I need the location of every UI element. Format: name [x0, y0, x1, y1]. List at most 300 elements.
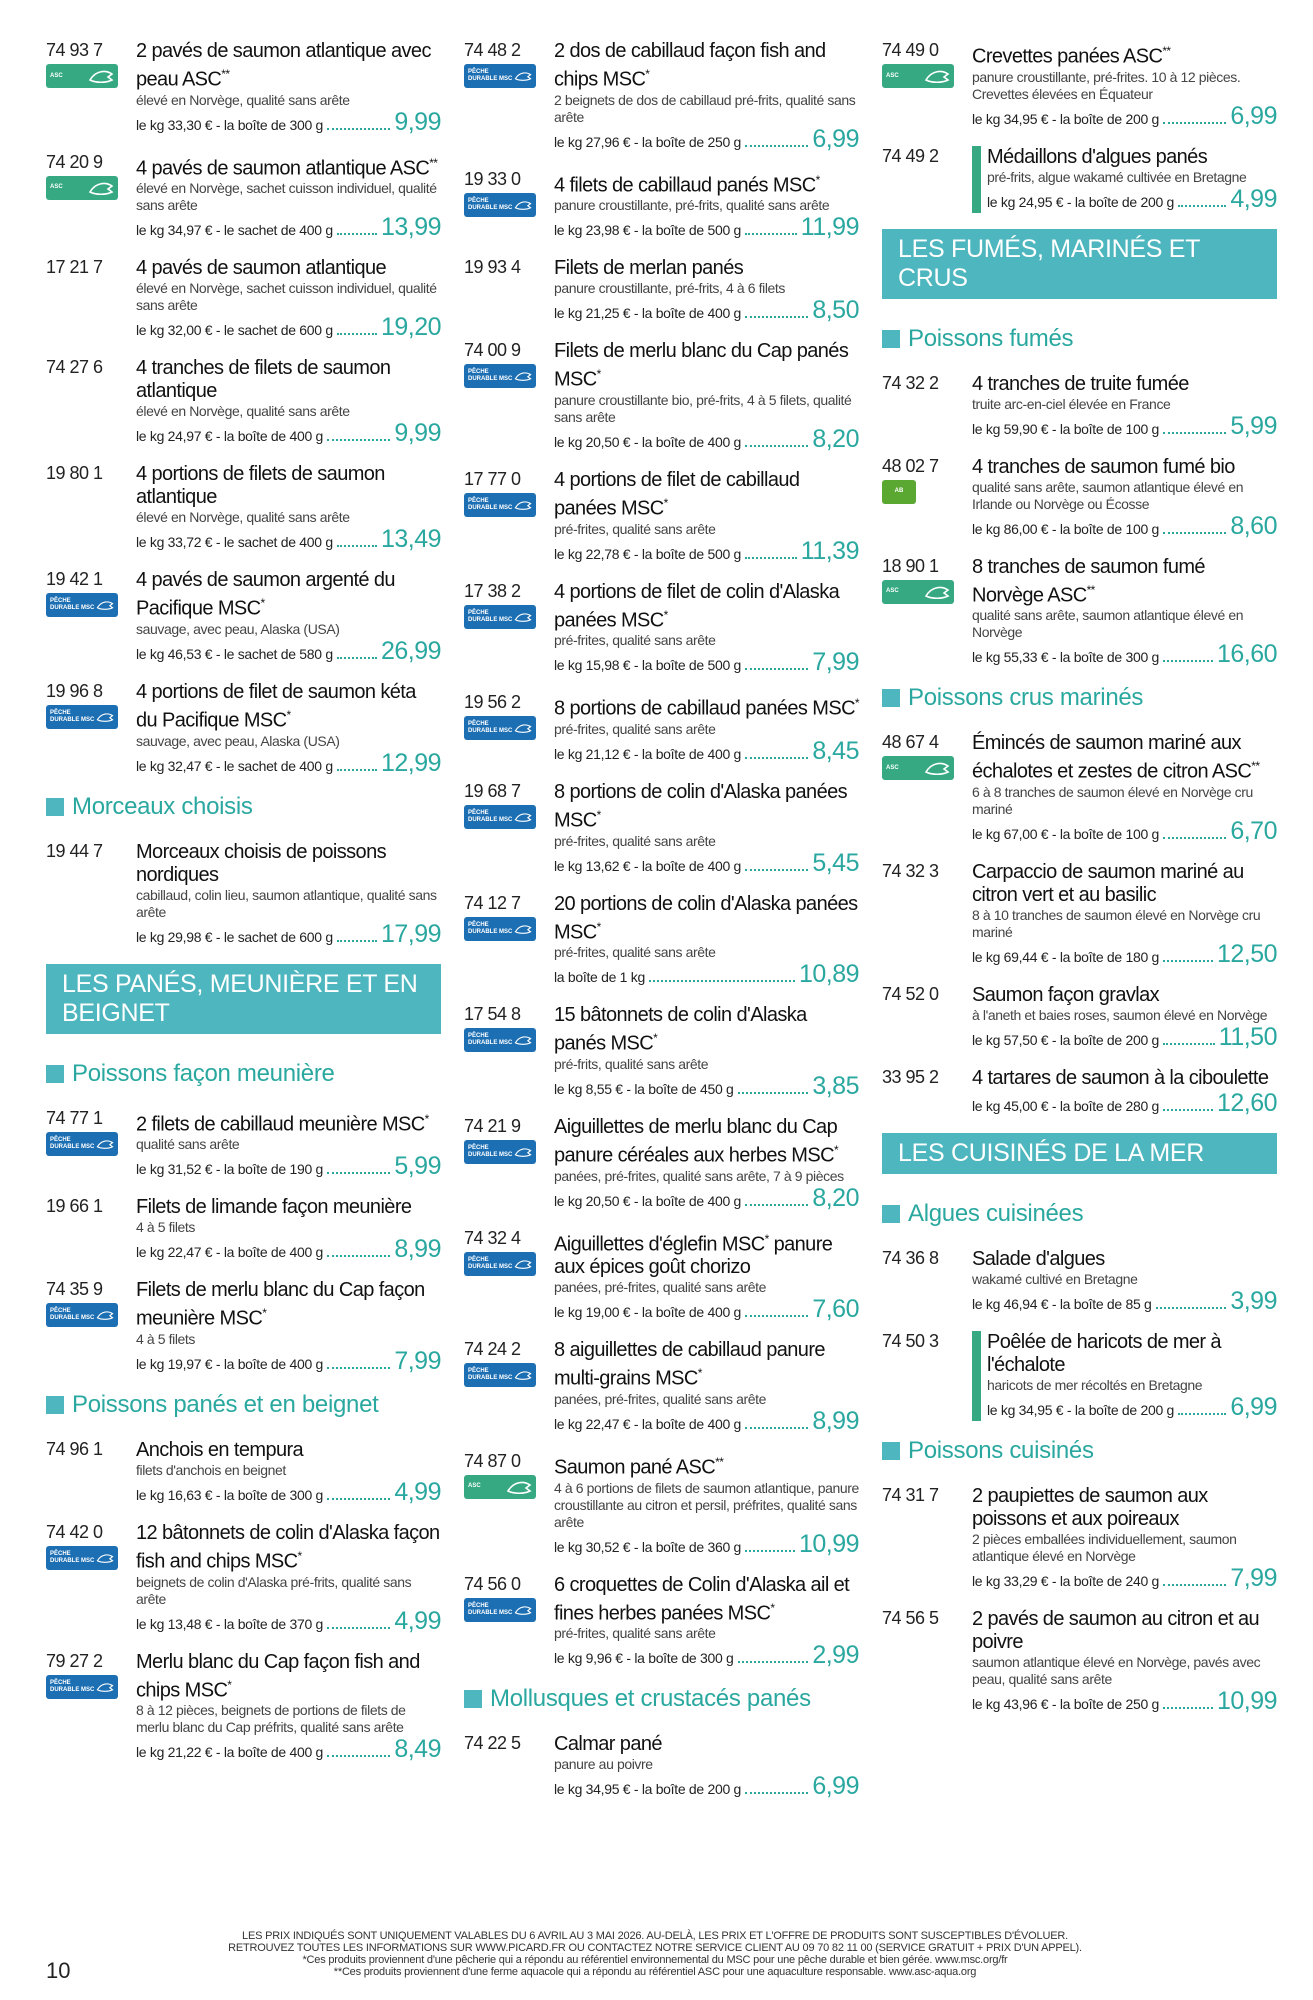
msc-label-icon — [464, 1363, 536, 1387]
subsection-heading — [882, 1200, 1277, 1228]
product-meta — [464, 340, 554, 453]
product-description: beignets de colin d'Alaska pré-frits, qualité sans arête — [136, 1573, 412, 1607]
product-code: 74 52 0 — [882, 983, 939, 1004]
product-name: 8 portions de cabillaud panées MSC* — [554, 696, 859, 720]
price-line — [972, 1288, 1277, 1315]
product-name: 4 tartares de saumon à la ciboulette — [972, 1066, 1269, 1089]
product-item — [46, 681, 441, 777]
product-item — [882, 1608, 1277, 1715]
product-meta — [882, 1485, 972, 1592]
product-price: 5,45 — [812, 848, 859, 877]
product-code: 19 68 7 — [464, 780, 521, 801]
footnote-marker: * — [596, 367, 601, 382]
footnote-marker: * — [770, 1600, 775, 1615]
price-line — [554, 1531, 859, 1558]
product-item — [464, 581, 859, 677]
price-line — [554, 214, 859, 241]
dot-leader — [337, 940, 377, 942]
product-code: 74 22 5 — [464, 1733, 521, 1754]
square-bullet-icon — [46, 1396, 64, 1414]
footnote-marker: * — [764, 1231, 769, 1246]
price-line — [554, 426, 859, 453]
square-bullet-icon — [882, 330, 900, 348]
product-name: 4 tranches de saumon fumé bio — [972, 455, 1235, 478]
product-name: Salade d'algues — [972, 1247, 1105, 1270]
msc-label-icon — [46, 1675, 118, 1699]
footnote-marker: * — [663, 607, 668, 622]
product-name: Filets de merlu blanc du Cap panés MSC* — [554, 340, 849, 391]
product-name: 8 tranches de saumon fumé Norvège ASC** — [972, 555, 1205, 607]
product-price: 10,89 — [798, 960, 859, 989]
fish-icon — [96, 1679, 114, 1695]
unit-price: le kg 16,63 € - la boîte de 300 g — [136, 1486, 324, 1503]
product-item — [882, 861, 1277, 968]
product-description: 8 à 10 tranches de saumon élevé en Norvège cru mariné — [972, 906, 1261, 940]
fish-icon — [924, 584, 950, 600]
unit-price: le kg 34,97 € - le sachet de 400 g — [136, 222, 333, 239]
unit-price: le kg 22,78 € - la boîte de 500 g — [554, 545, 742, 562]
fish-icon — [514, 197, 532, 213]
price-line — [136, 214, 441, 241]
dot-leader — [1163, 432, 1226, 434]
product-code: 48 67 4 — [882, 732, 939, 753]
price-line — [554, 961, 859, 988]
product-meta — [882, 1608, 972, 1715]
page-number: 10 — [46, 1958, 71, 1983]
subsection-heading — [46, 1391, 441, 1419]
product-details — [972, 456, 1277, 540]
msc-label-icon — [464, 605, 536, 629]
product-name: 2 pavés de saumon atlantique avec peau ASC** — [136, 40, 431, 91]
product-meta — [464, 1116, 554, 1212]
footnote-marker: * — [833, 1142, 839, 1157]
unit-price: le kg 20,50 € - la boîte de 400 g — [554, 433, 742, 450]
product-name: 2 paupiettes de saumon aux poissons et aux poireaux — [972, 1484, 1208, 1530]
product-meta — [46, 1651, 136, 1764]
product-item — [464, 169, 859, 242]
dot-leader — [1163, 1043, 1215, 1045]
product-price: 9,99 — [394, 419, 441, 448]
fish-icon — [514, 1032, 532, 1048]
dot-leader — [337, 657, 377, 659]
dot-leader — [337, 333, 377, 335]
dot-leader — [745, 1315, 808, 1317]
product-item — [882, 1485, 1277, 1592]
product-description: panées, pré-frites, qualité sans arête — [554, 1279, 767, 1296]
price-line — [136, 1348, 441, 1375]
product-description: sauvage, avec peau, Alaska (USA) — [136, 620, 340, 637]
product-item — [46, 1108, 441, 1181]
msc-label-icon — [46, 1303, 118, 1327]
dot-leader — [1163, 1707, 1213, 1709]
product-code: 74 21 9 — [464, 1115, 521, 1136]
logo-text: PÊCHE DURABLE MSC — [468, 609, 513, 623]
dot-leader — [1163, 1584, 1226, 1586]
footnote-marker: ** — [1251, 759, 1260, 774]
product-item — [46, 40, 441, 136]
unit-price: le kg 24,95 € - la boîte de 200 g — [987, 193, 1175, 210]
subsection-label: Mollusques et crustacés panés — [490, 1685, 811, 1713]
product-name: Saumon pané ASC** — [554, 1454, 724, 1479]
product-meta — [46, 1196, 136, 1263]
footnote-marker: * — [645, 67, 650, 81]
fish-icon — [514, 1256, 532, 1272]
footnote-marker: ** — [715, 1454, 724, 1469]
product-details — [554, 257, 859, 324]
product-meta — [464, 1574, 554, 1670]
asc-label-icon — [464, 1475, 536, 1499]
product-description: pré-frites, qualité sans arête — [554, 520, 716, 537]
msc-label-icon — [464, 193, 536, 217]
msc-label-icon — [464, 1028, 536, 1052]
product-details — [136, 1279, 441, 1375]
dot-leader — [327, 1498, 390, 1500]
product-description: 8 à 12 pièces, beignets de portions de filets de merlu blanc du Cap préfrits, qualité sans arête — [136, 1702, 406, 1736]
product-description: qualité sans arête, saumon atlantique élevé en Irlande ou Norvège ou Écosse — [972, 478, 1244, 512]
footnote-marker: * — [227, 1677, 232, 1692]
unit-price: le kg 55,33 € - la boîte de 300 g — [972, 649, 1160, 666]
product-code: 74 87 0 — [464, 1450, 521, 1471]
dot-leader — [327, 1755, 390, 1757]
product-details — [554, 1228, 859, 1324]
unit-price: le kg 46,94 € - la boîte de 85 g — [972, 1295, 1152, 1312]
product-price: 16,60 — [1216, 640, 1277, 669]
product-name: Aiguillettes de merlu blanc du Cap panure céréales aux herbes MSC* — [554, 1115, 839, 1167]
column-right — [882, 40, 1277, 1731]
product-description: truite arc-en-ciel élevée en France — [972, 395, 1171, 412]
product-description: filets d'anchois en beignet — [136, 1461, 286, 1478]
msc-label-icon — [464, 493, 536, 517]
logo-text: PÊCHE DURABLE MSC — [468, 369, 513, 383]
product-meta — [464, 893, 554, 989]
product-meta — [46, 1439, 136, 1506]
product-price: 10,99 — [798, 1529, 859, 1558]
price-line — [554, 649, 859, 676]
msc-label-icon — [46, 1546, 118, 1570]
product-description: panées, pré-frites, qualité sans arête, 7 à 9 pièces — [554, 1167, 844, 1184]
product-code: 48 02 7 — [882, 455, 939, 476]
product-item — [46, 1522, 441, 1635]
square-bullet-icon — [464, 1690, 482, 1708]
product-code: 74 27 6 — [46, 357, 103, 378]
product-name: 4 pavés de saumon argenté du Pacifique MSC* — [136, 569, 395, 620]
unit-price: le kg 19,00 € - la boîte de 400 g — [554, 1304, 742, 1321]
unit-price: le kg 32,47 € - le sachet de 400 g — [136, 757, 333, 774]
dot-leader — [1163, 960, 1213, 962]
product-meta — [464, 692, 554, 765]
product-meta — [882, 1067, 972, 1117]
price-line — [972, 818, 1277, 845]
asc-label-icon — [882, 756, 954, 780]
product-details — [136, 257, 441, 341]
dot-leader — [745, 1204, 808, 1206]
product-item — [464, 1004, 859, 1100]
price-line — [136, 1153, 441, 1180]
dot-leader — [337, 769, 377, 771]
product-description: 2 beignets de dos de cabillaud pré-frits, qualité sans arête — [554, 91, 856, 125]
product-name: Saumon façon gravlax — [972, 983, 1160, 1006]
product-item — [882, 1331, 1277, 1421]
unit-price: le kg 32,00 € - le sachet de 600 g — [136, 322, 333, 339]
product-name: 8 portions de colin d'Alaska panées MSC* — [554, 780, 848, 832]
dot-leader — [327, 439, 390, 441]
product-details — [554, 1733, 859, 1800]
unit-price: le kg 21,12 € - la boîte de 400 g — [554, 745, 742, 762]
dot-leader — [1163, 837, 1226, 839]
product-price: 6,99 — [812, 124, 859, 153]
logo-text: PÊCHE DURABLE MSC — [50, 598, 95, 612]
unit-price: le kg 46,53 € - le sachet de 580 g — [136, 645, 333, 662]
product-details — [972, 1067, 1277, 1117]
product-code: 74 56 5 — [882, 1607, 939, 1628]
product-code: 19 93 4 — [464, 257, 521, 278]
product-item — [46, 569, 441, 665]
product-price: 8,45 — [812, 736, 859, 765]
product-details — [136, 357, 441, 447]
dot-leader — [327, 1172, 390, 1174]
product-name: 20 portions de colin d'Alaska panées MSC* — [554, 892, 858, 944]
section-banner: LES CUISINÉS DE LA MER — [882, 1133, 1277, 1174]
product-details — [136, 40, 441, 136]
product-price: 6,70 — [1230, 816, 1277, 845]
fish-icon — [514, 68, 532, 84]
product-code: 74 20 9 — [46, 151, 103, 172]
product-price: 8,99 — [812, 1406, 859, 1435]
product-code: 74 32 3 — [882, 860, 939, 881]
subsection-heading — [882, 325, 1277, 353]
product-description: pré-frites, qualité sans arête — [554, 632, 716, 649]
product-name: Merlu blanc du Cap façon fish and chips MSC* — [136, 1650, 420, 1702]
unit-price: le kg 33,72 € - le sachet de 400 g — [136, 534, 333, 551]
product-description: pré-frites, qualité sans arête — [554, 832, 716, 849]
price-line — [972, 941, 1277, 968]
fish-icon — [514, 720, 532, 736]
product-details — [554, 1116, 859, 1212]
subsection-label: Poissons fumés — [908, 324, 1074, 352]
product-description: qualité sans arête, saumon atlantique élevé en Norvège — [972, 607, 1244, 641]
product-price: 8,50 — [812, 296, 859, 325]
product-item — [464, 1733, 859, 1800]
product-description: élevé en Norvège, sachet cuisson individuel, qualité sans arête — [136, 280, 437, 314]
product-description: cabillaud, colin lieu, saumon atlantique, qualité sans arête — [136, 886, 437, 920]
dot-leader — [1163, 660, 1213, 662]
dot-leader — [1178, 1413, 1226, 1415]
price-line — [554, 738, 859, 765]
unit-price: le kg 43,96 € - la boîte de 250 g — [972, 1695, 1160, 1712]
msc-label-icon — [464, 364, 536, 388]
dot-leader — [745, 1550, 795, 1552]
asc-label-icon — [46, 176, 118, 200]
logo-text: ASC — [886, 764, 899, 771]
product-code: 18 90 1 — [882, 555, 939, 576]
product-code: 74 49 0 — [882, 40, 939, 60]
fish-icon — [514, 368, 532, 384]
price-line — [136, 750, 441, 777]
dot-leader — [745, 1792, 808, 1794]
product-details — [554, 1339, 859, 1435]
msc-label-icon — [46, 1132, 118, 1156]
product-description: 4 à 6 portions de filets de saumon atlantique, panure croustillante au citron et persil, préfrites, qualité sans arête — [554, 1479, 859, 1530]
product-meta — [46, 841, 136, 948]
subsection-label: Algues cuisinées — [908, 1199, 1084, 1227]
logo-text: PÊCHE DURABLE MSC — [50, 1679, 95, 1693]
dot-leader — [738, 1661, 809, 1663]
unit-price: le kg 13,62 € - la boîte de 400 g — [554, 857, 742, 874]
footnote-marker: * — [653, 1031, 658, 1046]
unit-price: le kg 20,50 € - la boîte de 400 g — [554, 1192, 742, 1209]
unit-price: le kg 30,52 € - la boîte de 360 g — [554, 1538, 742, 1555]
product-price: 4,99 — [394, 1606, 441, 1635]
product-details — [554, 469, 859, 565]
fish-icon — [514, 1602, 532, 1618]
product-name: 15 bâtonnets de colin d'Alaska panés MSC* — [554, 1004, 807, 1055]
product-price: 13,49 — [380, 525, 441, 554]
product-item — [464, 692, 859, 765]
dot-leader — [745, 445, 808, 447]
product-meta — [882, 146, 972, 213]
product-meta — [46, 357, 136, 447]
footnote-marker: * — [424, 1111, 429, 1126]
product-details — [972, 861, 1277, 968]
product-code: 74 36 8 — [882, 1247, 939, 1268]
product-meta — [464, 469, 554, 565]
dot-leader — [1156, 1307, 1227, 1309]
footnote-marker: * — [663, 495, 668, 510]
unit-price: le kg 9,96 € - la boîte de 300 g — [554, 1650, 734, 1667]
logo-text: PÊCHE DURABLE MSC — [468, 1368, 513, 1382]
square-bullet-icon — [882, 689, 900, 707]
price-line — [554, 297, 859, 324]
price-line — [972, 413, 1277, 440]
product-item — [46, 152, 441, 242]
product-code: 74 96 1 — [46, 1438, 103, 1459]
product-code: 33 95 2 — [882, 1066, 939, 1087]
product-price: 6,99 — [1230, 101, 1277, 130]
product-item — [464, 1228, 859, 1324]
product-code: 19 66 1 — [46, 1196, 103, 1217]
product-meta — [464, 1228, 554, 1324]
fish-icon — [96, 1136, 114, 1152]
logo-text: PÊCHE DURABLE MSC — [468, 69, 513, 82]
footnote-marker: ** — [221, 67, 230, 81]
product-name: 4 portions de filet de cabillaud panées MSC* — [554, 468, 800, 520]
logo-text: PÊCHE DURABLE MSC — [50, 1136, 95, 1150]
product-name: 4 portions de filet de saumon kéta du Pacifique MSC* — [136, 680, 416, 732]
fish-icon — [514, 609, 532, 625]
fish-icon — [88, 180, 114, 196]
product-meta — [882, 861, 972, 968]
square-bullet-icon — [46, 798, 64, 816]
price-line — [554, 850, 859, 877]
section-banner: LES PANÉS, MEUNIÈRE ET EN BEIGNET — [46, 964, 441, 1034]
subsection-heading — [464, 1685, 859, 1713]
subsection-label: Poissons panés et en beignet — [72, 1390, 379, 1418]
product-name: 4 portions de filet de colin d'Alaska panées MSC* — [554, 580, 840, 632]
product-details — [554, 1574, 859, 1670]
product-details — [136, 681, 441, 777]
product-item — [464, 1574, 859, 1670]
price-line — [136, 1236, 441, 1263]
product-code: 74 32 4 — [464, 1227, 521, 1248]
product-meta — [46, 152, 136, 242]
subsection-heading — [46, 793, 441, 821]
product-code: 19 56 2 — [464, 692, 521, 713]
fish-icon — [514, 921, 532, 937]
fish-icon — [96, 597, 114, 613]
dot-leader — [327, 1367, 390, 1369]
product-price: 4,99 — [394, 1477, 441, 1506]
footer-line: LES PRIX INDIQUÉS SONT UNIQUEMENT VALABLES DU 6 AVRIL AU 3 MAI 2026. AU-DELÀ, LES PRIX ET L'OFFRE DE PRODUITS SONT SUSCEPTIBLES D'ÉVOLUER. — [242, 1930, 1068, 1942]
price-line — [136, 109, 441, 136]
product-name: 6 croquettes de Colin d'Alaska ail et fines herbes panées MSC* — [554, 1573, 850, 1625]
product-name: 2 pavés de saumon au citron et au poivre — [972, 1607, 1260, 1653]
logo-text: ASC — [50, 72, 63, 79]
product-name: 12 bâtonnets de colin d'Alaska façon fish and chips MSC* — [136, 1521, 440, 1573]
product-meta — [464, 40, 554, 153]
price-line — [972, 1024, 1277, 1051]
product-price: 19,20 — [380, 313, 441, 342]
product-name: 4 pavés de saumon atlantique ASC** — [136, 155, 438, 180]
product-name: Poêlée de haricots de mer à l'échalote — [987, 1330, 1221, 1376]
product-code: 74 12 7 — [464, 892, 521, 913]
price-line — [972, 1565, 1277, 1592]
product-details — [972, 146, 1277, 213]
fish-icon — [88, 68, 114, 84]
product-description: élevé en Norvège, qualité sans arête — [136, 91, 350, 108]
dot-leader — [337, 233, 377, 235]
logo-text: ASC — [886, 72, 899, 79]
product-code: 74 50 3 — [882, 1330, 939, 1351]
product-meta — [46, 463, 136, 553]
product-name: 4 tranches de filets de saumon atlantique — [136, 357, 391, 403]
fish-icon — [514, 1367, 532, 1383]
unit-price: le kg 23,98 € - la boîte de 500 g — [554, 222, 742, 239]
footnote-marker: ** — [429, 155, 438, 170]
unit-price: le kg 29,98 € - le sachet de 600 g — [136, 928, 333, 945]
price-line — [972, 1090, 1277, 1117]
logo-text: PÊCHE DURABLE MSC — [50, 1308, 95, 1322]
product-meta — [46, 1279, 136, 1375]
price-line — [987, 186, 1277, 213]
footnote-marker: ** — [1086, 582, 1095, 597]
price-line — [554, 1185, 859, 1212]
logo-text: PÊCHE DURABLE MSC — [50, 1550, 95, 1564]
logo-text: PÊCHE DURABLE MSC — [50, 709, 95, 723]
product-name: 4 tranches de truite fumée — [972, 372, 1189, 395]
product-item — [464, 1116, 859, 1212]
product-price: 12,50 — [1216, 939, 1277, 968]
unit-price: le kg 22,47 € - la boîte de 400 g — [554, 1415, 742, 1432]
dot-leader — [745, 869, 808, 871]
footnote-marker: * — [297, 1548, 302, 1563]
square-bullet-icon — [882, 1442, 900, 1460]
price-line — [554, 1073, 859, 1100]
product-name: Médaillons d'algues panés — [987, 145, 1208, 168]
product-item — [882, 732, 1277, 845]
legal-footer — [150, 1930, 1160, 1978]
price-line — [136, 420, 441, 447]
product-name: Morceaux choisis de poissons nordiques — [136, 840, 386, 886]
logo-text: PÊCHE DURABLE MSC — [468, 1602, 513, 1616]
unit-price: le kg 19,97 € - la boîte de 400 g — [136, 1355, 324, 1372]
product-details — [136, 1522, 441, 1635]
dot-leader — [745, 1427, 808, 1429]
product-item — [464, 257, 859, 324]
product-details — [972, 1608, 1277, 1715]
unit-price: le kg 45,00 € - la boîte de 280 g — [972, 1097, 1160, 1114]
product-code: 17 21 7 — [46, 257, 103, 278]
product-price: 11,39 — [800, 536, 859, 565]
